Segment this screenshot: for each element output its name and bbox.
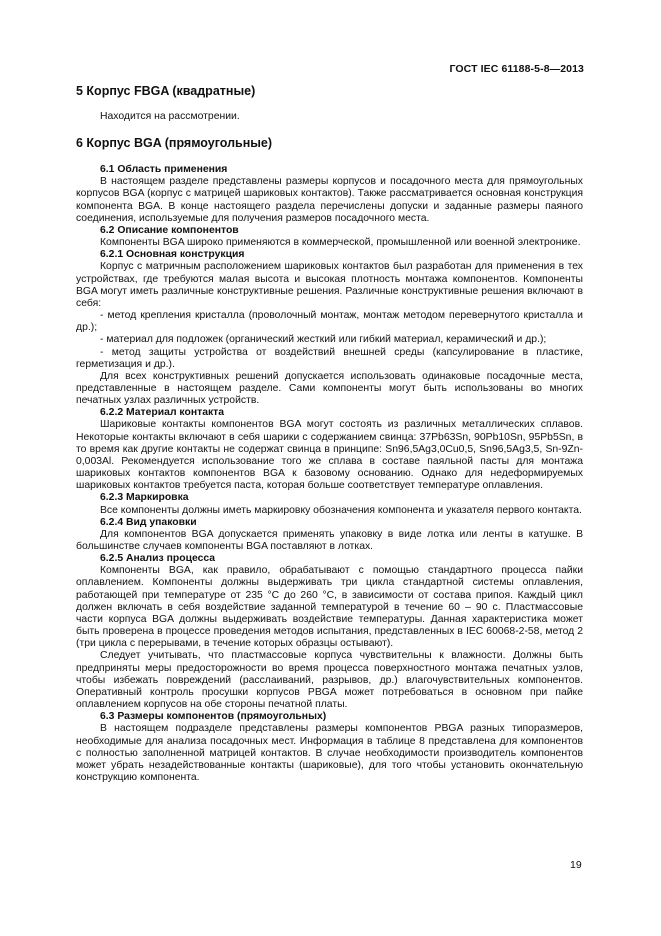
section-6-2-title: 6.2 Описание компонентов (100, 224, 239, 236)
section-6-2-1-after: Для всех конструктивных решений допускается использовать одинаковые посадочные места, представленные в настоящем разделе. Сами компоненты могут быть использованы во многих печатных узлах различных устройств. (76, 370, 583, 407)
section-6-2-3-text: Все компоненты должны иметь маркировку обозначения компонента и указателя первого контакта. (100, 504, 582, 516)
list-item: - метод крепления кристалла (проволочный монтаж, монтаж методом перевернутого кристалла и др.); (76, 310, 583, 334)
section-6-2-1-text: Корпус с матричным расположением шариковых контактов был разработан для применения в тех устройствах, где требуются малая высота и высокая плотность монтажа компонентов. Компоненты BGA могут иметь различные конструктивные решения. Различные конструктивные решения включают в себя: (76, 261, 583, 309)
section-6-2-1-title: 6.2.1 Основная конструкция (100, 249, 245, 261)
section-6-2-5-text-2: Следует учитывать, что пластмассовые корпуса чувствительны к влажности. Должны быть предприняты меры предосторожности во время процесса поверхностного монтажа печатных узлов, чтобы избежать повреждений (расслаиваний, разрывов, др.) влагочувствительных компонентов. Оперативный контроль просушки корпусов PBGA может потребоваться в основном при пайке оплавлением корпусов на обе стороны печатной платы. (76, 650, 583, 711)
section-6-2-2-title: 6.2.2 Материал контакта (100, 407, 225, 419)
section-6-2-4-text: Для компонентов BGA допускается применять упаковку в виде лотка или ленты в катушке. В большинстве случаев компоненты BGA поставляют в лотках. (76, 528, 583, 552)
section-5-title: 5 Корпус FBGA (квадратные) (76, 84, 256, 98)
section-6-2-2-text: Шариковые контакты компонентов BGA могут состоять из различных металлических сплавов. Некоторые контакты включают в себя шарики с содержанием свинца: 37Pb63Sn, 90Pb10Sn, 95Pb5Sn, в то время как другие контакты не содержат свинца в принципе: Sn96,5Ag3,0Cu0,5, Sn96,5Ag3,5, Sn-9Zn-0,003Al. Рекомендуется использование того же сплава в составе паяльной пасты для монтажа шариковых контактов компонентов BGA к базовому основанию. Однако для недеформируемых шариковых контактов требуется паста, которая больше соответствует температуре оплавления. (76, 419, 583, 492)
section-6-2-3-title: 6.2.3 Маркировка (100, 492, 189, 504)
section-6-2-4-title: 6.2.4 Вид упаковки (100, 516, 197, 528)
section-6-title: 6 Корпус BGA (прямоугольные) (76, 136, 273, 151)
standard-header: ГОСТ IEC 61188-5-8—2013 (449, 63, 584, 75)
section-6-1-text: В настоящем разделе представлены размеры корпусов и посадочного места для прямоугольных корпусов BGA (корпус с матрицей шариковых контактов). Также рассматривается основная конструкция компонента BGA. В конце настоящего раздела перечислены допуски и заданные размеры паяного соединения, используемые для получения размеров посадочного места. (76, 176, 583, 224)
list-item: - метод защиты устройства от воздействий внешней среды (капсулирование в пластике, герметизация и др.). (76, 346, 583, 370)
section-6-1-title: 6.1 Область применения (100, 164, 228, 176)
section-6-2-5-title: 6.2.5 Анализ процесса (100, 553, 216, 565)
page-number: 19 (570, 859, 582, 871)
section-5-text: Находится на рассмотрении. (100, 111, 240, 122)
section-6-3-text: В настоящем подразделе представлены размеры компонентов PBGA разных типоразмеров, необходимые для анализа посадочных мест. Информация в таблице 8 представлена для компонентов с полностью заполненной матрицей контактов. В случае необходимости производитель компонентов может убрать незадействованные контакты (шариковые), для того чтобы установить окончательную конструкцию компонента. (76, 723, 583, 783)
section-6-2-text: Компоненты BGA широко применяются в коммерческой, промышленной или военной электронике. (100, 237, 581, 249)
list-item: - материал для подложек (органический жесткий или гибкий материал, керамический и др.); (100, 334, 547, 346)
section-6-3-title: 6.3 Размеры компонентов (прямоугольных) (100, 711, 327, 723)
document-body (76, 84, 583, 784)
section-6-2-5-text: Компоненты BGA, как правило, обрабатывают с помощью стандартного процесса пайки оплавлением. Компоненты должны выдерживать три цикла стандартной системы оплавления, работающей при температуре от 235 °С до 260 °С, в зависимости от состава припоя. Каждый цикл должен включать в себя воздействие заданной температурой в течение 60 – 90 с. Пластмассовые части корпуса BGA должны выдерживать воздействие температуры. Данная характеристика может быть проверена в процессе проведения методов испытания, представленных в IEC 60068-2-58, метод 2 (три цикла с перерывами, в течение которых образцы остывают). (76, 565, 583, 650)
